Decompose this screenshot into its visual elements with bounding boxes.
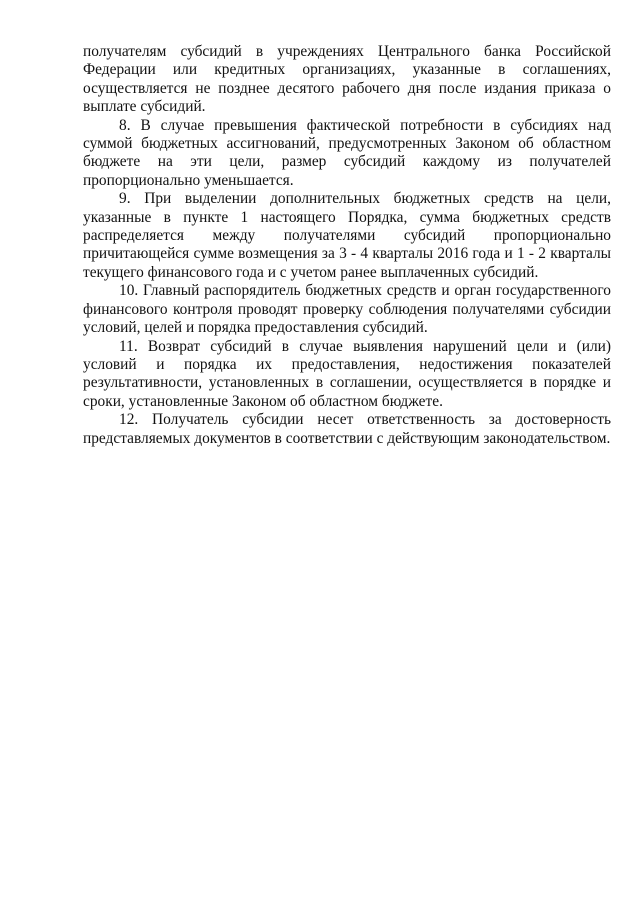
paragraph-number: 12. xyxy=(119,411,139,429)
paragraph-text: Получатель субсидии несет ответственность за достоверность представляемых документов в соответствии с действующим законодательством. xyxy=(83,411,611,447)
paragraph-text: Главный распорядитель бюджетных средств и орган государственного финансового контроля проводят проверку соблюдения получателями субсидии условий, целей и порядка предоставления субсидий. xyxy=(83,282,611,337)
paragraph-text: В случае превышения фактической потребности в субсидиях над суммой бюджетных ассигнований, предусмотренных Законом об областном бюджете на эти цели, размер субсидий каждому из получателей пропорционально уменьшается. xyxy=(83,116,611,189)
paragraph-8 xyxy=(83,117,611,191)
paragraph-number: 11. xyxy=(119,337,138,355)
paragraph-10 xyxy=(83,282,611,337)
paragraph-9 xyxy=(83,190,611,282)
document-body xyxy=(83,43,611,448)
paragraph-text: получателям субсидий в учреждениях Центрального банка Российской Федерации или кредитных организациях, указанные в соглашениях, осуществляется не позднее десятого рабочего дня после издания приказа о выплате субсидий. xyxy=(83,43,611,116)
paragraph-number: 8. xyxy=(119,116,131,134)
paragraph-11 xyxy=(83,338,611,412)
paragraph-text: Возврат субсидий в случае выявления нарушений цели и (или) условий и порядка их предоставления, недостижения показателей результативности, установленных в соглашении, осуществляется в порядке и сроки, установленные Законом об областном бюджете. xyxy=(83,337,611,410)
paragraph-number: 10. xyxy=(119,282,139,300)
paragraph-7-continuation xyxy=(83,43,611,117)
paragraph-number: 9. xyxy=(119,190,131,208)
paragraph-12 xyxy=(83,411,611,448)
paragraph-text: При выделении дополнительных бюджетных средств на цели, указанные в пункте 1 настоящего Порядка, сумма бюджетных средств распределяется между получателями субсидий пропорционально причитающейся сумме возмещения за 3 - 4 кварталы 2016 года и 1 - 2 кварталы текущего финансового года и с учетом ранее выплаченных субсидий. xyxy=(83,190,611,281)
